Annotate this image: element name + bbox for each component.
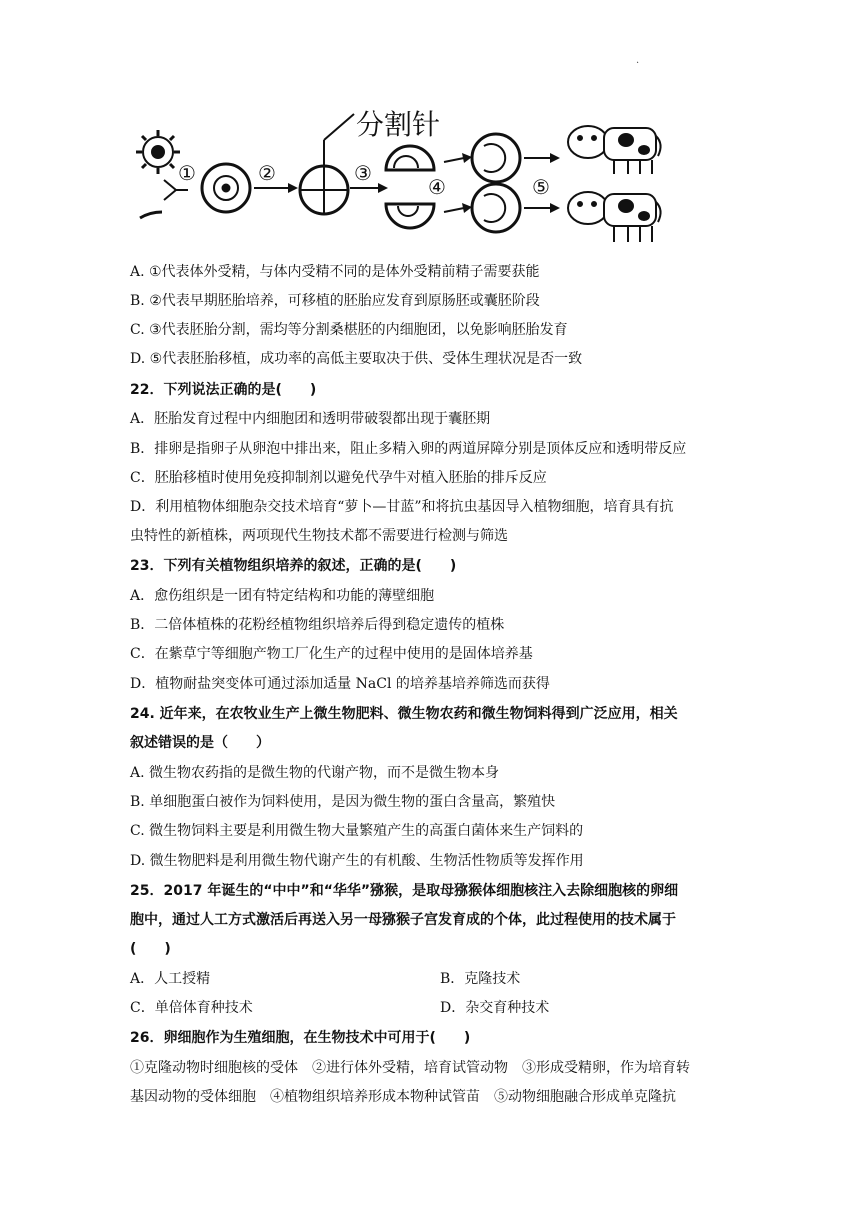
q24-option-c: C. 微生物饲料主要是利用微生物大量繁殖产生的高蛋白菌体来生产饲料的 [130, 823, 584, 839]
q22-option-d: D．利用植物体细胞杂交技术培育“萝卜—甘蓝”和将抗虫基因导入植物细胞，培育具有抗 [130, 499, 674, 515]
step-3-label: ③ [354, 161, 372, 185]
q24-option-d: D. 微生物肥料是利用微生物代谢产生的有机酸、生物活性物质等发挥作用 [130, 853, 584, 869]
q23-option-a: A．愈伤组织是一团有特定结构和功能的薄壁细胞 [130, 588, 435, 604]
step-2-label: ② [258, 161, 276, 185]
half-embryo-top-icon [386, 146, 434, 170]
half-embryo-bottom-icon [386, 204, 434, 228]
q25-stem-1: 25．2017 年诞生的“中中”和“华华”猕猴，是取母猕猴体细胞核注入去除细胞核的卵细 [130, 883, 679, 899]
step-5-label: ⑤ [532, 175, 550, 199]
blastocyst-bottom-icon [472, 184, 520, 232]
q21-option-a: A. ①代表体外受精，与体内受精不同的是体外受精前精子需要获能 [130, 264, 540, 280]
q21-option-d: D. ⑤代表胚胎移植，成功率的高低主要取决于供、受体生理状况是否一致 [130, 351, 583, 367]
q22-option-b: B．排卵是指卵子从卵泡中排出来，阻止多精入卵的两道屏障分别是顶体反应和透明带反应 [130, 441, 687, 457]
q25-option-a: A．人工授精 [130, 971, 211, 987]
q22-stem: 22．下列说法正确的是( ) [130, 382, 317, 398]
q26-line-2: 基因动物的受体细胞 ④植物组织培养形成本物种试管苗 ⑤动物细胞融合形成单克隆抗 [130, 1089, 676, 1105]
q23-option-c: C．在紫草宁等细胞产物工厂化生产的过程中使用的是固体培养基 [130, 646, 533, 662]
q24-option-a: A. 微生物农药指的是微生物的代谢产物，而不是微生物本身 [130, 765, 500, 781]
q22-option-d-cont: 虫特性的新植株，两项现代生物技术都不需要进行检测与筛选 [130, 528, 508, 544]
q26-line-1: ①克隆动物时细胞核的受体 ②进行体外受精，培育试管动物 ③形成受精卵，作为培育转 [130, 1060, 690, 1076]
sperm-icon [140, 212, 162, 218]
q24-stem-1: 24. 近年来，在农牧业生产上微生物肥料、微生物农药和微生物饲料得到广泛应用，相关 [130, 706, 678, 722]
step-4-label: ④ [428, 175, 446, 199]
q21-option-b: B. ②代表早期胚胎培养，可移植的胚胎应发育到原肠胚或囊胚阶段 [130, 293, 540, 309]
zygote-icon [202, 164, 250, 212]
q23-stem: 23．下列有关植物组织培养的叙述，正确的是( ) [130, 558, 457, 574]
q25-stem-2: 胞中，通过人工方式激活后再送入另一母猕猴子宫发育成的个体，此过程使用的技术属于 [130, 912, 676, 928]
q24-stem-2: 叙述错误的是（ ） [130, 735, 270, 751]
cow-bottom-icon [568, 192, 661, 242]
q25-option-d: D．杂交育种技术 [440, 1000, 550, 1016]
cow-top-icon [568, 126, 661, 174]
egg-cell-icon [136, 130, 180, 174]
blastocyst-top-icon [472, 134, 520, 182]
q25-option-c: C．单倍体育种技术 [130, 1000, 253, 1016]
q21-option-c: C. ③代表胚胎分割，需均等分割桑椹胚的内细胞团，以免影响胚胎发育 [130, 322, 568, 338]
needle-label: 分割针 [356, 108, 441, 141]
q26-stem: 26．卵细胞作为生殖细胞，在生物技术中可用于( ) [130, 1030, 471, 1046]
q25-option-b: B．克隆技术 [440, 971, 521, 987]
q24-option-b: B. 单细胞蛋白被作为饲料使用，是因为微生物的蛋白含量高，繁殖快 [130, 794, 556, 810]
q22-option-a: A．胚胎发育过程中内细胞团和透明带破裂都出现于囊胚期 [130, 411, 491, 427]
page-dot: · [636, 58, 640, 69]
q22-option-c: C．胚胎移植时使用免疫抑制剂以避免代孕牛对植入胚胎的排斥反应 [130, 470, 547, 486]
q23-option-b: B．二倍体植株的花粉经植物组织培养后得到稳定遗传的植株 [130, 617, 505, 633]
q23-option-d: D．植物耐盐突变体可通过添加适量 NaCl 的培养基培养筛选而获得 [130, 676, 550, 692]
q25-stem-3: ( ) [130, 941, 171, 957]
embryo-diagram [128, 100, 668, 250]
step-1-label: ① [178, 161, 196, 185]
